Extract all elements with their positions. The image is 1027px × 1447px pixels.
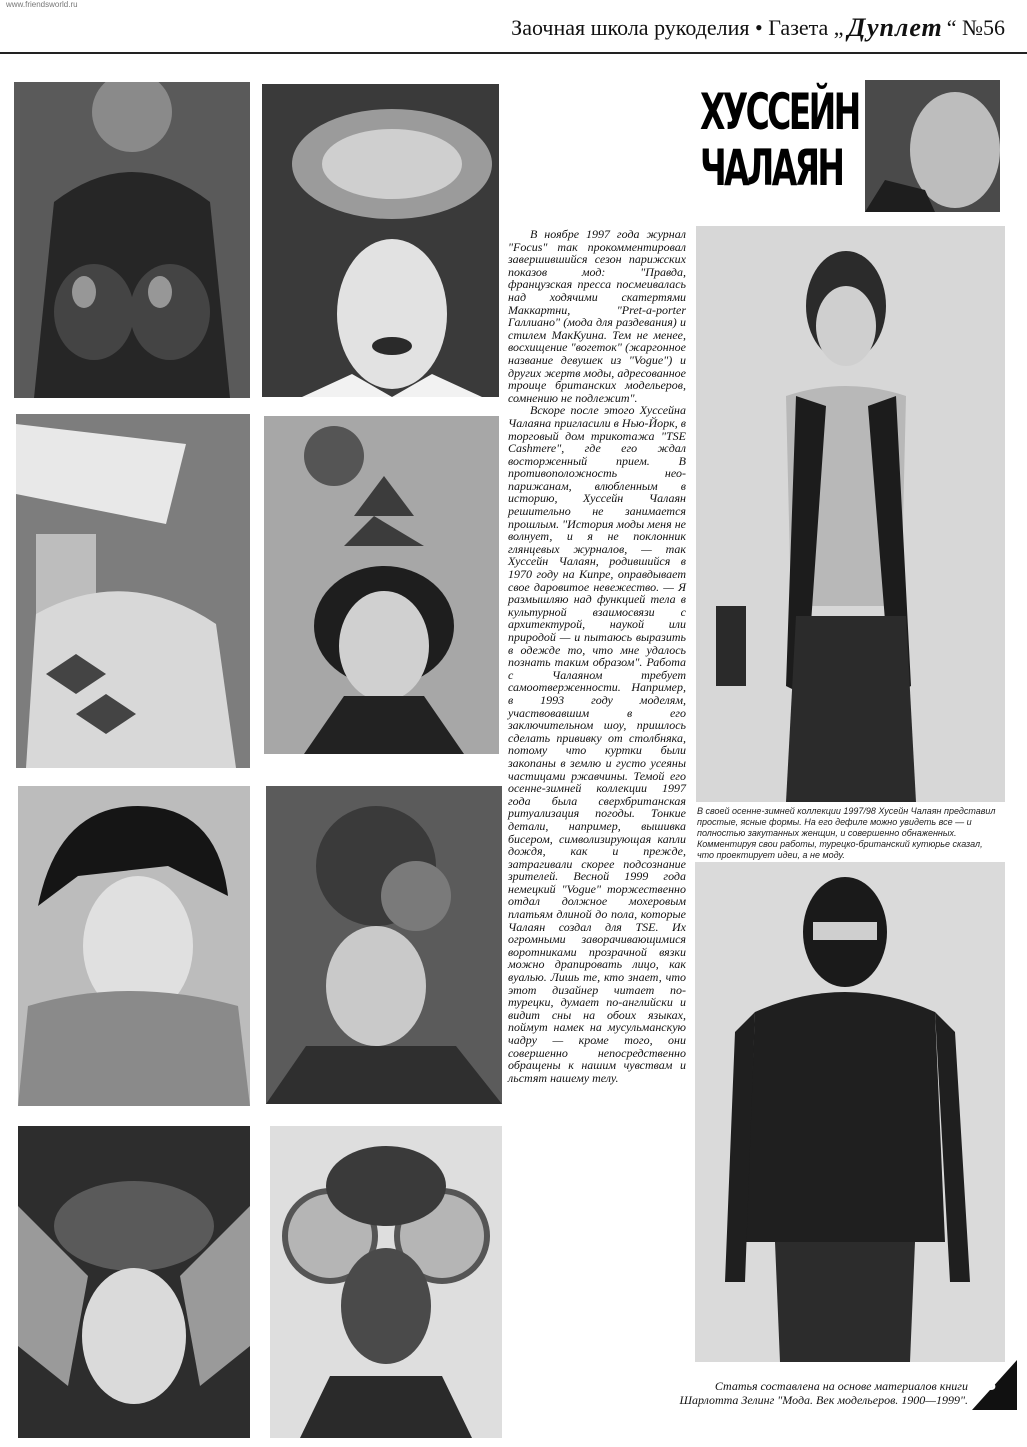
photo-caption: В своей осенне-зимней коллекции 1997/98 Хусейн Чалаян представил простые, ясные формы. На его дефиле можно увидеть все — и полностью закутанных женщин, и совершенно обнаженных. Комментируя свои работы, турецко-британский кутюрье сказал, что проектирует идеи, а не моду. [697, 806, 996, 860]
page-number-badge [972, 1360, 1017, 1410]
photo-model-scarf [696, 226, 1005, 802]
site-watermark: www.friendsworld.ru [6, 0, 78, 9]
photo-latex-bodice [14, 82, 250, 398]
photo-pagoda-headpiece [264, 416, 499, 754]
photo-model-balaclava [695, 862, 1005, 1362]
photo-white-hat [16, 414, 250, 768]
photo-flower-headdress [266, 786, 502, 1104]
photo-designer-portrait [865, 80, 1000, 212]
photo-ram-horns [270, 1126, 502, 1438]
newspaper-logo: Дуплет [847, 13, 943, 42]
article-paragraph-2: Вскоре после этого Хуссейна Чалаяна пригласили в Нью-Йорк, в торговый дом трикотажа "TSE Cashmere", где его ждал восторженный прием. В противоположность нео-парижанам, влюбленным в историю, Хуссейн Чалаян решительно не занимается прошлым. "История моды меня не волнует, и я не поклонник глянцевых журналов, — так Хуссейн Чалаян, родившийся в 1970 году на Кипре, оправдывает свое даровитое невежество. — Я размышляю над функцией тела в культурной взаимосвязи с архитектурой, наукой или природой — и пытаюсь выразить в одежде то, что мне удалось познать таким образом". Работа с Чалаяном требует самоотверженности. Например, в 1993 году моделям, участвовавшим в его заключительном шоу, пришлось сделать прививку от столбняка, потому что куртки были закопаны в землю и густо усеяны частицами ржавчины. Темой его осенне-зимней коллекции 1997 года была сверхбританская ритуализация погоды. Тонкие детали, например, вышивка бисером, символизирующая капли дождя, как и прежде, затрагивали скорее подсознание зрителей. Весной 1999 года немецкий "Vogue" торжественно отдал должное мохеровым платьям длиной до пола, которые Чалаян создал для TSE. Их огромными заворачивающимися воротниками прозрачной вязки можно драпировать лицо, как вуалью. Лишь те, кто знает, что этот дизайнер читает по-турецки, думает по-английски и видит сны на обоих языках, поймут намек на мусульманскую чадру — кроме того, они совершенно непосредственно обращены к нашим чувствам и льстят нашему телу. [508, 403, 686, 1085]
source-note-line-2: Шарлотта Зелинг "Мода. Век модельеров. 1900—1999". [679, 1393, 968, 1407]
newspaper-header [511, 6, 1005, 50]
photo-bowl-helmet [18, 786, 250, 1106]
issue-number: “ №56 [946, 15, 1005, 40]
source-note-line-1: Статья составлена на основе материалов книги [714, 1379, 968, 1393]
photo-disc-hat [262, 84, 499, 397]
page-number: 3 [986, 1374, 997, 1394]
article-body [508, 228, 686, 1084]
article-title [700, 83, 859, 197]
photo-winged-headdress [18, 1126, 250, 1438]
title-line-2: ЧАЛАЯН [700, 139, 843, 197]
header-rule [0, 52, 1027, 54]
title-line-1: ХУССЕЙН [700, 83, 859, 141]
source-note [630, 1379, 968, 1407]
article-paragraph-1: В ноябре 1997 года журнал "Focus" так прокомментировал завершившийся сезон парижских показов мод: "Правда, французская пресса посмеивалась над ходячими скатертями Маккартни, "Pret-a-porter Галлиано" (мода для раздевания) и стилем МакКуина. Тем не менее, восхищение "вогеток" (жаргонное название девушек из "Vogue") и других жертв моды, адресованное троице британских модельеров, сомнению не подлежит". [508, 227, 686, 405]
header-text: Заочная школа рукоделия • Газета „ [511, 15, 844, 40]
